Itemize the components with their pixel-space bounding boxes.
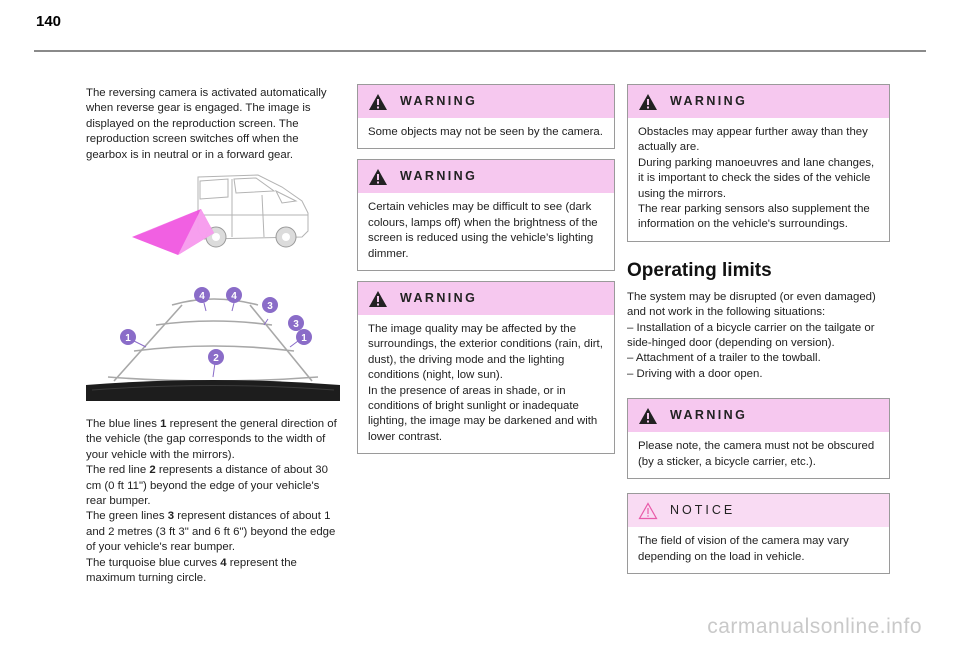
callout-label-1: 1 (125, 333, 131, 345)
notice-text: The field of vision of the camera may vary depending on the load in vehicle. (638, 535, 849, 563)
warning-text: Certain vehicles may be difficult to see (dark colours, lamps off) when the brightness of the screen is reduced using the vehicle’s lighting dimmer. (368, 201, 598, 260)
warning-text: The rear parking sensors also supplement the information on the vehicle's surroundings. (638, 203, 870, 231)
warning-body (628, 118, 889, 241)
warning-title: WARNING (670, 408, 748, 423)
warning-title: WARNING (670, 93, 748, 108)
warning-title: WARNING (400, 290, 478, 305)
warning-header (628, 399, 889, 432)
callout-label-2: 2 (213, 353, 219, 365)
warning-triangle-icon (368, 290, 388, 308)
warning-header (628, 85, 889, 118)
warning-triangle-icon (368, 93, 388, 111)
header-rule (34, 50, 926, 52)
warning-box (357, 281, 615, 454)
notice-box (627, 493, 890, 574)
callout-label-4: 4 (231, 291, 237, 303)
warning-header (358, 85, 614, 118)
intro-paragraph: The reversing camera is activated automatically when reverse gear is engaged. The image is displayed on the reproduction screen. The reproduction screen switches off when the gearbox is in neutral or in a forward gear. (86, 87, 327, 161)
callout-label-1: 1 (301, 333, 307, 345)
warning-text: Please note, the camera must not be obscured (by a sticker, a bicycle carrier, etc.). (638, 440, 875, 468)
column-left (86, 86, 340, 587)
section-body (627, 290, 890, 382)
page-number: 140 (36, 13, 62, 30)
rear-camera-screen-illustration (86, 281, 340, 401)
list-item: – Driving with a door open. (627, 367, 763, 380)
warning-header (358, 160, 614, 193)
warning-box (627, 398, 890, 479)
warning-body (358, 118, 614, 148)
notice-title: NOTICE (670, 502, 736, 517)
van-camera-illustration (86, 171, 340, 267)
warning-header (358, 282, 614, 315)
warning-text: The image quality may be affected by the surroundings, the exterior conditions (rain, dirt, dust), the driving mode and the lighting conditions (night, low sun). (368, 323, 603, 382)
warning-box (357, 84, 615, 149)
warning-text: Some objects may not be seen by the camera. (368, 126, 603, 138)
notice-header (628, 494, 889, 527)
list-item: – Attachment of a trailer to the towball. (627, 352, 821, 365)
callout-label-4: 4 (199, 291, 205, 303)
warning-triangle-icon (638, 93, 658, 111)
warning-box (357, 159, 615, 271)
warning-text: During parking manoeuvres and lane changes, it is important to check the sides of the vehicle using the mirrors. (638, 156, 875, 200)
column-right (627, 84, 890, 584)
watermark: carmanualsonline.info (707, 615, 922, 638)
warning-text: In the presence of areas in shade, or in conditions of bright sunlight or inadequate lighting, the image may be darkened and with lower contrast. (368, 384, 598, 443)
column-middle (357, 84, 615, 464)
notice-triangle-icon (638, 502, 658, 520)
section-title: Operating limits (627, 259, 772, 281)
notice-body (628, 527, 889, 573)
legend-line-4: The turquoise blue curves 4 represent the maximum turning circle. (86, 556, 297, 585)
warning-title: WARNING (400, 169, 478, 184)
legend-line-2: The red line 2 represents a distance of about 30 cm (0 ft 11") beyond the edge of your vehicle's rear bumper. (86, 464, 328, 508)
warning-body (358, 315, 614, 453)
legend-line-3: The green lines 3 represent distances of about 1 and 2 metres (3 ft 3" and 6 ft 6") beyond the edge of your vehicle's rear bumper. (86, 510, 336, 554)
warning-triangle-icon (368, 168, 388, 186)
warning-text: Obstacles may appear further away than they actually are. (638, 126, 868, 154)
section-intro: The system may be disrupted (or even damaged) and not work in the following situations: (627, 290, 876, 319)
callout-label-3: 3 (267, 301, 273, 313)
list-item: – Installation of a bicycle carrier on the tailgate or side-hinged door (depending on version). (627, 321, 875, 350)
warning-box (627, 84, 890, 242)
callout-label-3: 3 (293, 319, 299, 331)
warning-body (358, 193, 614, 270)
warning-body (628, 432, 889, 478)
warning-title: WARNING (400, 93, 478, 108)
legend-text (86, 417, 340, 586)
warning-triangle-icon (638, 407, 658, 425)
legend-line-1: The blue lines 1 represent the general direction of the vehicle (the gap corresponds to the width of your vehicle with the mirrors). (86, 418, 337, 461)
